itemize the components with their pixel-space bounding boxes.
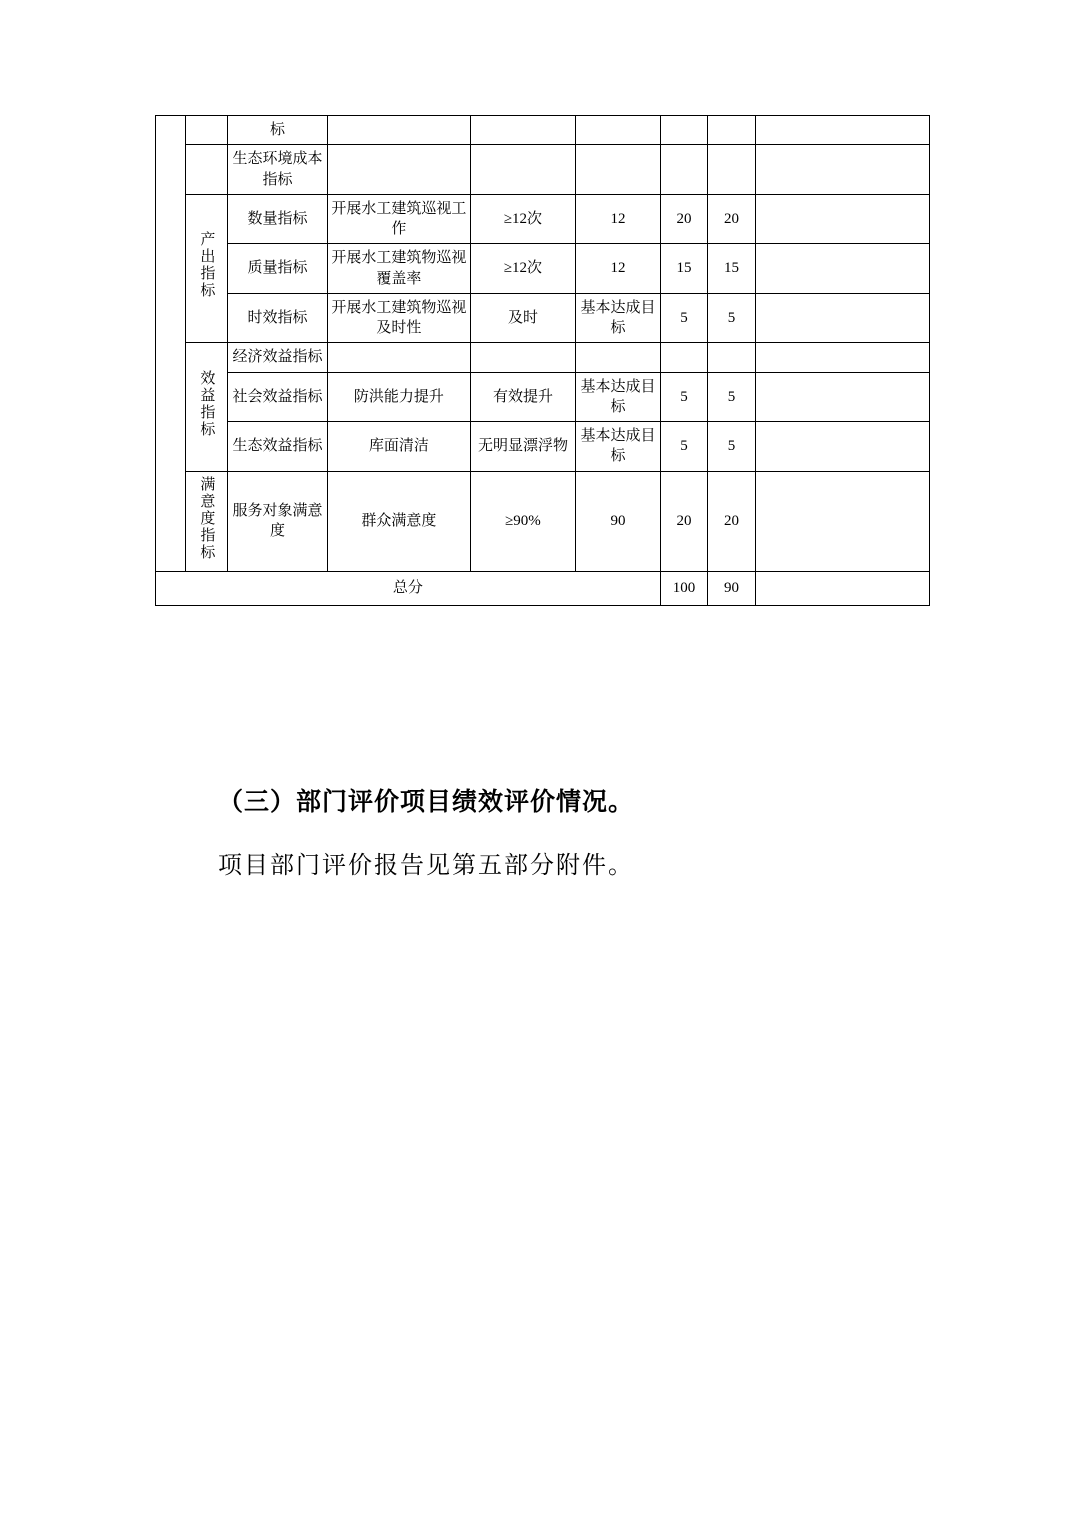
section-heading: （三）部门评价项目绩效评价情况。 — [218, 789, 635, 816]
got-score-cell — [708, 145, 756, 195]
table-row — [156, 293, 930, 343]
total-got-cell: 90 — [708, 571, 756, 605]
remark-cell — [755, 372, 929, 422]
score-cell — [660, 116, 708, 145]
actual-cell: 12 — [576, 244, 660, 294]
target-cell: ≥90% — [470, 471, 576, 571]
table-row — [156, 116, 930, 145]
index-cell: 经济效益指标 — [227, 343, 327, 372]
content-cell: 开展水工建筑物巡视及时性 — [328, 293, 471, 343]
table-row — [156, 194, 930, 244]
remark-cell — [755, 422, 929, 472]
content-cell: 防洪能力提升 — [328, 372, 471, 422]
index-cell: 生态环境成本指标 — [227, 145, 327, 195]
remark-cell — [755, 145, 929, 195]
content-cell — [328, 343, 471, 372]
table-row — [156, 422, 930, 472]
total-remark-cell — [755, 571, 929, 605]
target-cell: 无明显漂浮物 — [470, 422, 576, 472]
group-cell-benefit — [185, 343, 227, 471]
actual-cell — [576, 343, 660, 372]
total-score-cell: 100 — [660, 571, 708, 605]
got-score-cell: 15 — [708, 244, 756, 294]
remark-cell — [755, 194, 929, 244]
target-cell — [470, 116, 576, 145]
content-cell: 群众满意度 — [328, 471, 471, 571]
target-cell: ≥12次 — [470, 244, 576, 294]
index-cell: 服务对象满意度 — [227, 471, 327, 571]
index-cell: 社会效益指标 — [227, 372, 327, 422]
group-cell-output — [185, 194, 227, 343]
got-score-cell — [708, 116, 756, 145]
table-total-row — [156, 571, 930, 605]
score-cell: 5 — [660, 422, 708, 472]
score-cell: 5 — [660, 372, 708, 422]
actual-cell — [576, 145, 660, 195]
got-score-cell: 20 — [708, 194, 756, 244]
score-cell: 5 — [660, 293, 708, 343]
score-cell: 15 — [660, 244, 708, 294]
remark-cell — [755, 116, 929, 145]
got-score-cell: 5 — [708, 293, 756, 343]
row-outer-blank-cell — [156, 116, 186, 572]
index-cell: 生态效益指标 — [227, 422, 327, 472]
index-cell: 质量指标 — [227, 244, 327, 294]
index-cell: 标 — [227, 116, 327, 145]
target-cell — [470, 145, 576, 195]
target-cell: 有效提升 — [470, 372, 576, 422]
target-cell: ≥12次 — [470, 194, 576, 244]
actual-cell: 基本达成目标 — [576, 293, 660, 343]
got-score-cell: 20 — [708, 471, 756, 571]
table-row — [156, 145, 930, 195]
group-label: 产出指标 — [198, 231, 215, 300]
remark-cell — [755, 293, 929, 343]
content-cell — [328, 116, 471, 145]
index-cell: 数量指标 — [227, 194, 327, 244]
actual-cell — [576, 116, 660, 145]
table-row — [156, 343, 930, 372]
content-cell: 库面清洁 — [328, 422, 471, 472]
index-cell: 时效指标 — [227, 293, 327, 343]
content-cell — [328, 145, 471, 195]
group-label: 效益指标 — [198, 369, 215, 438]
remark-cell — [755, 343, 929, 372]
got-score-cell — [708, 343, 756, 372]
score-cell — [660, 145, 708, 195]
group-label: 满意度指标 — [198, 475, 215, 561]
actual-cell: 基本达成目标 — [576, 372, 660, 422]
remark-cell — [755, 244, 929, 294]
table-row — [156, 372, 930, 422]
performance-indicator-table — [155, 115, 930, 606]
target-cell — [470, 343, 576, 372]
score-cell: 20 — [660, 471, 708, 571]
got-score-cell: 5 — [708, 372, 756, 422]
target-cell: 及时 — [470, 293, 576, 343]
body-paragraph: 项目部门评价报告见第五部分附件。 — [218, 853, 634, 879]
group-cell-satisfaction — [185, 471, 227, 571]
actual-cell: 基本达成目标 — [576, 422, 660, 472]
score-cell: 20 — [660, 194, 708, 244]
performance-table-wrapper — [155, 115, 930, 606]
score-cell — [660, 343, 708, 372]
content-cell: 开展水工建筑巡视工作 — [328, 194, 471, 244]
table-row — [156, 471, 930, 571]
table-row — [156, 244, 930, 294]
row-group-blank-cell — [185, 116, 227, 145]
got-score-cell: 5 — [708, 422, 756, 472]
content-cell: 开展水工建筑物巡视覆盖率 — [328, 244, 471, 294]
actual-cell: 90 — [576, 471, 660, 571]
remark-cell — [755, 471, 929, 571]
total-label-cell: 总分 — [156, 571, 661, 605]
row-group-blank-cell — [185, 145, 227, 195]
actual-cell: 12 — [576, 194, 660, 244]
